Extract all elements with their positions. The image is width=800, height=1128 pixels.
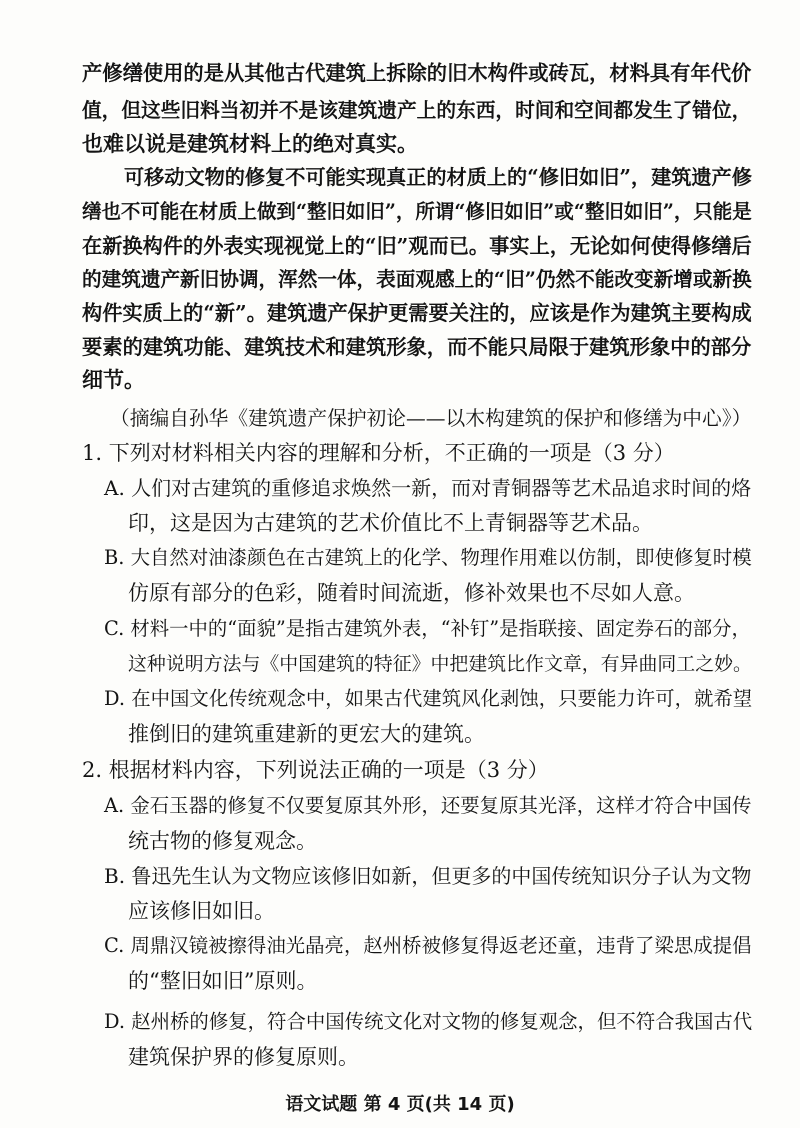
passage-line: 要素的建筑功能、建筑技术和建筑形象，而不能只局限于建筑形象中的部分 [82, 335, 752, 359]
passage-line: 也难以说是建筑材料上的绝对真实。 [82, 131, 418, 156]
option-line: 印，这是因为古建筑的艺术价值比不上青铜器等艺术品。 [128, 511, 653, 535]
passage-line: 在新换构件的外表实现视觉上的“旧”观而已。事实上，无论如何使得修缮后 [82, 234, 752, 258]
option-line: B. 鲁迅先生认为文物应该修旧如新，但更多的中国传统知识分子认为文物 [104, 864, 752, 888]
source-citation: （摘编自孙华《建筑遗产保护初论——以木构建筑的保护和修缮为中心》） [110, 407, 752, 430]
passage-line: 值，但这些旧料当初并不是该建筑遗产上的东西，时间和空间都发生了错位， [82, 99, 752, 122]
option-line: 推倒旧的建筑重建新的更宏大的建筑。 [128, 722, 485, 746]
option-line: 统古物的修复观念。 [128, 829, 317, 853]
option-line: A. 金石玉器的修复不仅要复原其外形，还要复原其光泽，这样才符合中国传 [104, 794, 752, 817]
option-line: 建筑保护界的修复原则。 [128, 1045, 359, 1069]
passage-line: 可移动文物的修复不可能实现真正的材质上的“修旧如旧”，建筑遗产修 [124, 165, 752, 189]
question-stem: 1. 下列对材料相关内容的理解和分析，不正确的一项是（3 分） [82, 441, 675, 465]
option-line: B. 大自然对油漆颜色在古建筑上的化学、物理作用难以仿制，即使修复时模 [104, 546, 752, 569]
option-line: A. 人们对古建筑的重修追求焕然一新，而对青铜器等艺术品追求时间的烙 [104, 476, 752, 500]
option-line: 仿原有部分的色彩，随着时间流逝，修补效果也不尽如人意。 [128, 581, 695, 605]
option-line: D. 在中国文化传统观念中，如果古代建筑风化剥蚀，只要能力许可，就希望 [104, 687, 753, 710]
passage-line: 构件实质上的“新”。建筑遗产保护更需要关注的，应该是作为建筑主要构成 [82, 301, 752, 325]
option-line: 这种说明方法与《中国建筑的特征》中把建筑比作文章，有异曲同工之妙。 [128, 653, 752, 675]
passage-line: 的建筑遗产新旧协调，浑然一体，表面观感上的“旧”仍然不能改变新增或新换 [82, 268, 752, 291]
option-line: 的“整旧如旧”原则。 [128, 969, 318, 993]
question-stem: 2. 根据材料内容，下列说法正确的一项是（3 分） [82, 758, 549, 782]
option-line: 应该修旧如旧。 [128, 899, 275, 923]
option-line: C. 周鼎汉镜被擦得油光晶亮，赵州桥被修复得返老还童，违背了梁思成提倡 [104, 934, 752, 957]
passage-line: 产修缮使用的是从其他古代建筑上拆除的旧木构件或砖瓦，材料具有年代价 [82, 61, 752, 85]
page-footer: 语文试题 第 4 页(共 14 页) [285, 1094, 515, 1115]
passage-line: 缮也不可能在材质上做到“整旧如旧”，所谓“修旧如旧”或“整旧如旧”，只能是 [82, 200, 752, 223]
option-line: C. 材料一中的“面貌”是指古建筑外表，“补钉”是指联接、固定券石的部分， [104, 617, 751, 640]
passage-line: 细节。 [82, 367, 145, 392]
option-line: D. 赵州桥的修复，符合中国传统文化对文物的修复观念，但不符合我国古代 [104, 1010, 753, 1033]
